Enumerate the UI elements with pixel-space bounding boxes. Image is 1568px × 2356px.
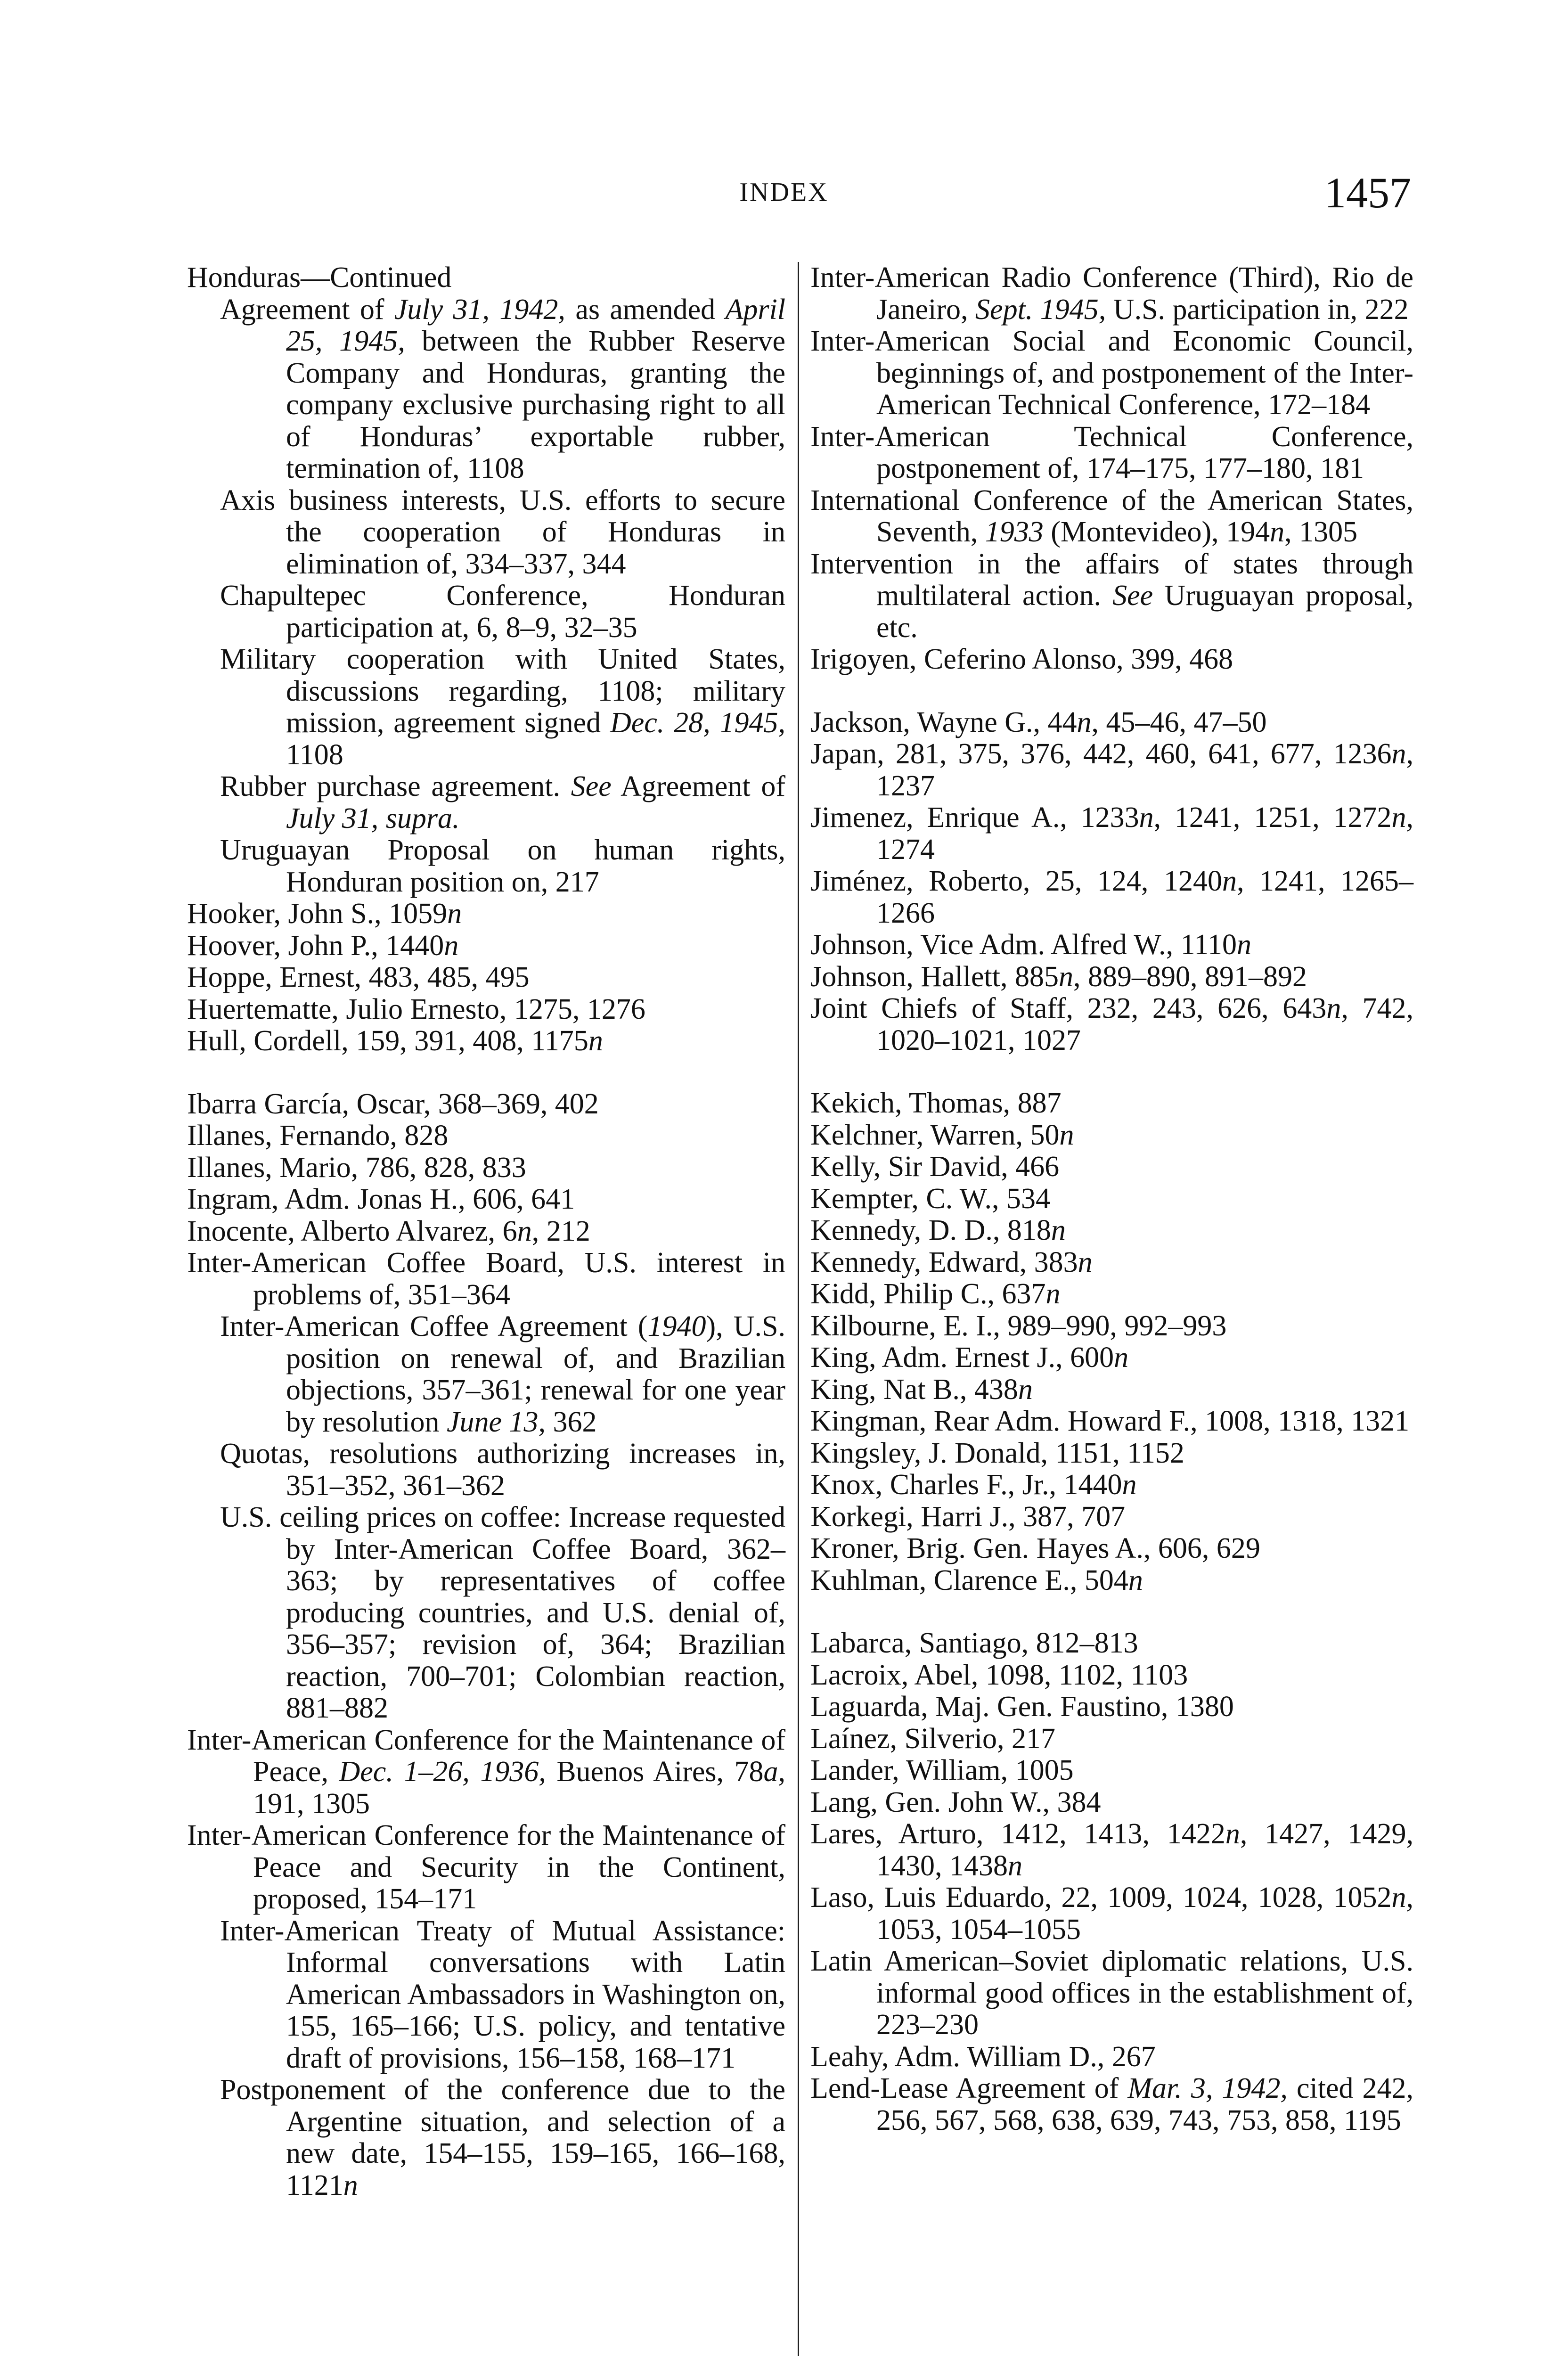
index-entry: Johnson, Vice Adm. Alfred W., 1110n (810, 929, 1252, 961)
index-entry: Kidd, Philip C., 637n (810, 1278, 1061, 1310)
index-entry: King, Adm. Ernest J., 600n (810, 1342, 1129, 1374)
index-entry: Ibarra García, Oscar, 368–369, 402 (187, 1088, 599, 1120)
index-entry: Hoover, John P., 1440n (187, 929, 459, 962)
index-entry: Inter-American Coffee Board, U.S. interest in problems of, 351–364 (187, 1247, 785, 1311)
index-entry: Knox, Charles F., Jr., 1440n (810, 1469, 1137, 1501)
index-entry: Inocente, Alberto Alvarez, 6n, 212 (187, 1215, 590, 1247)
index-entry: Lacroix, Abel, 1098, 1102, 1103 (810, 1659, 1188, 1691)
index-entry: Kingsley, J. Donald, 1151, 1152 (810, 1437, 1184, 1469)
index-entry: Huertematte, Julio Ernesto, 1275, 1276 (187, 993, 645, 1025)
index-entry: Kelchner, Warren, 50n (810, 1119, 1074, 1151)
index-entry: Joint Chiefs of Staff, 232, 243, 626, 643n, 742, 1020–1021, 1027 (810, 992, 1413, 1056)
index-entry: Kennedy, D. D., 818n (810, 1214, 1066, 1246)
index-entry: Hooker, John S., 1059n (187, 898, 462, 930)
index-entry: Latin American–Soviet diplomatic relations, U.S. informal good offices in the establishment of, 223–230 (810, 1945, 1413, 2041)
index-subentry: Inter-American Coffee Agreement (1940), U.S. position on renewal of, and Brazilian objections, 357–361; renewal for one year by resolution June 13, 362 (220, 1310, 785, 1438)
index-entry: Lander, William, 1005 (810, 1754, 1074, 1786)
index-entry: Jiménez, Roberto, 25, 124, 1240n, 1241, 1265–1266 (810, 865, 1413, 929)
index-subentry: Inter-American Treaty of Mutual Assistance: Informal conversations with Latin American Ambassadors in Washington on, 155, 165–166; U.S. policy, and tentative draft of provisions, 156–158, 168–171 (220, 1914, 785, 2074)
index-entry: Inter-American Radio Conference (Third), Rio de Janeiro, Sept. 1945, U.S. participation in, 222 (810, 262, 1413, 326)
index-subentry: Chapultepec Conference, Honduran participation at, 6, 8–9, 32–35 (220, 580, 785, 644)
index-entry: Lang, Gen. John W., 384 (810, 1786, 1101, 1818)
index-entry: Hull, Cordell, 159, 391, 408, 1175n (187, 1025, 603, 1057)
index-entry: Irigoyen, Ceferino Alonso, 399, 468 (810, 643, 1233, 675)
index-entry: Kekich, Thomas, 887 (810, 1087, 1062, 1119)
index-subentry: Axis business interests, U.S. efforts to secure the cooperation of Honduras in elimination of, 334–337, 344 (220, 484, 785, 580)
index-entry: Hoppe, Ernest, 483, 485, 495 (187, 961, 530, 993)
index-entry: Johnson, Hallett, 885n, 889–890, 891–892 (810, 960, 1307, 993)
index-entry: Lares, Arturo, 1412, 1413, 1422n, 1427, 1429, 1430, 1438n (810, 1818, 1414, 1882)
index-entry: Kelly, Sir David, 466 (810, 1151, 1060, 1183)
index-subentry: Postponement of the conference due to the Argentine situation, and selection of a new date, 154–155, 159–165, 166–168, 1121n (220, 2074, 785, 2201)
index-entry: Inter-American Social and Economic Council, beginnings of, and postponement of the Inter-American Technical Conference, 172–184 (810, 325, 1413, 421)
index-entry: Honduras—Continued (187, 262, 452, 294)
index-entry: Kennedy, Edward, 383n (810, 1246, 1093, 1278)
index-entry: Kingman, Rear Adm. Howard F., 1008, 1318, 1321 (810, 1405, 1410, 1437)
index-subentry: Rubber purchase agreement. See Agreement of July 31, supra. (220, 770, 785, 834)
index-entry: Ingram, Adm. Jonas H., 606, 641 (187, 1183, 575, 1215)
index-entry: Intervention in the affairs of states through multilateral action. See Uruguayan proposal, etc. (810, 548, 1413, 644)
index-entry: Labarca, Santiago, 812–813 (810, 1627, 1138, 1659)
running-header-title: INDEX (739, 178, 829, 207)
index-entry: Illanes, Fernando, 828 (187, 1120, 449, 1152)
index-entry: Inter-American Conference for the Maintenance of Peace, Dec. 1–26, 1936, Buenos Aires, 78a, 191, 1305 (187, 1724, 785, 1820)
index-entry: Laguarda, Maj. Gen. Faustino, 1380 (810, 1691, 1234, 1723)
index-subentry: U.S. ceiling prices on coffee: Increase requested by Inter-American Coffee Board, 362–363; by representatives of coffee producing countries, and U.S. denial of, 356–357; revision of, 364; Brazilian reaction, 700–701; Colombian reaction, 881–882 (220, 1501, 785, 1724)
index-column-left (187, 262, 785, 2201)
index-entry: Inter-American Conference for the Maintenance of Peace and Security in the Continent, proposed, 154–171 (187, 1819, 785, 1915)
index-entry: Jackson, Wayne G., 44n, 45–46, 47–50 (810, 706, 1267, 738)
index-entry: Laínez, Silverio, 217 (810, 1722, 1055, 1755)
index-entry: Illanes, Mario, 786, 828, 833 (187, 1151, 526, 1184)
index-column-right (810, 262, 1413, 2136)
index-entry: Kilbourne, E. I., 989–990, 992–993 (810, 1309, 1227, 1342)
index-entry: Laso, Luis Eduardo, 22, 1009, 1024, 1028, 1052n, 1053, 1054–1055 (810, 1882, 1413, 1946)
column-divider (798, 262, 799, 2356)
index-subentry: Military cooperation with United States, discussions regarding, 1108; military mission, agreement signed Dec. 28, 1945, 1108 (220, 643, 785, 771)
index-subentry: Uruguayan Proposal on human rights, Honduran position on, 217 (220, 834, 785, 898)
index-subentry: Agreement of July 31, 1942, as amended April 25, 1945, between the Rubber Reserve Company and Honduras, granting the company exclusive purchasing right to all of Honduras’ exportable rubber, termination of, 1108 (220, 293, 786, 484)
index-entry: Korkegi, Harri J., 387, 707 (810, 1500, 1126, 1533)
index-entry: International Conference of the American States, Seventh, 1933 (Montevideo), 194n, 1305 (810, 484, 1413, 548)
index-entry: King, Nat B., 438n (810, 1373, 1033, 1406)
index-entry: Kuhlman, Clarence E., 504n (810, 1564, 1143, 1596)
index-entry: Kroner, Brig. Gen. Hayes A., 606, 629 (810, 1532, 1260, 1564)
index-entry: Jimenez, Enrique A., 1233n, 1241, 1251, 1272n, 1274 (810, 802, 1413, 866)
index-entry: Leahy, Adm. William D., 267 (810, 2040, 1156, 2073)
page-number: 1457 (1324, 169, 1411, 217)
index-subentry: Quotas, resolutions authorizing increases in, 351–352, 361–362 (220, 1438, 785, 1502)
index-entry: Japan, 281, 375, 376, 442, 460, 641, 677, 1236n, 1237 (810, 738, 1413, 802)
index-entry: Kempter, C. W., 534 (810, 1182, 1050, 1215)
index-entry: Lend-Lease Agreement of Mar. 3, 1942, cited 242, 256, 567, 568, 638, 639, 743, 753, 858, 1195 (810, 2072, 1414, 2136)
index-entry: Inter-American Technical Conference, postponement of, 174–175, 177–180, 181 (810, 420, 1413, 484)
